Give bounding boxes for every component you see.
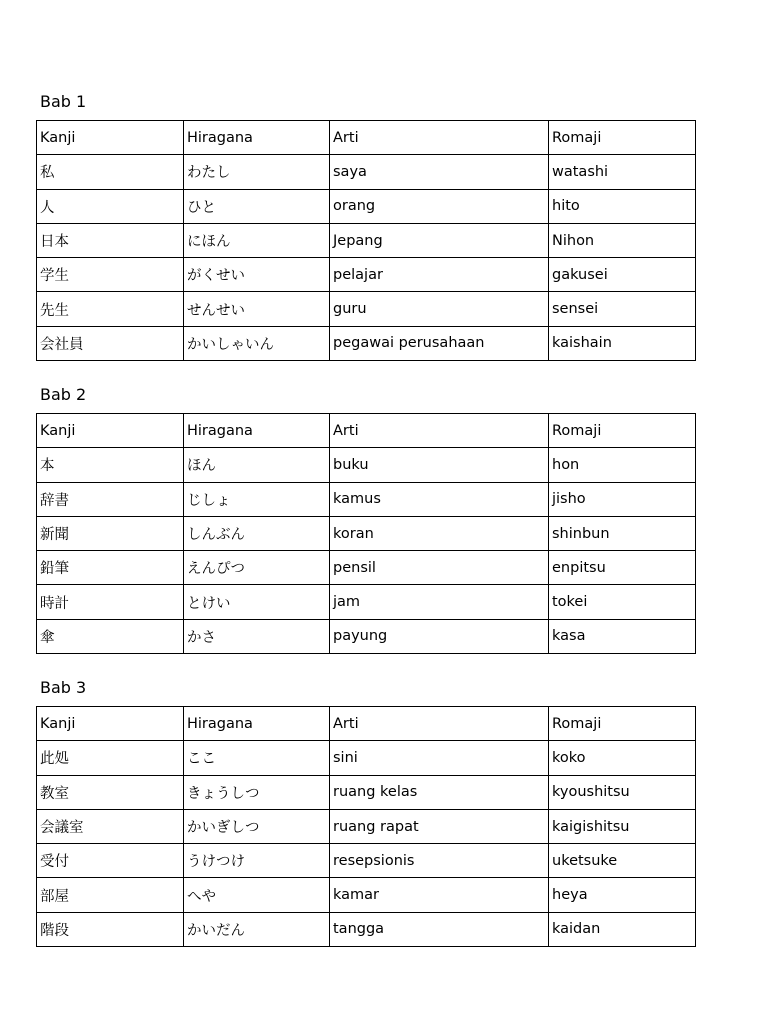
- cell-kanji: 先生: [37, 292, 184, 326]
- cell-kanji: 傘: [37, 619, 184, 653]
- cell-kanji: 鉛筆: [37, 551, 184, 585]
- table-row: [37, 585, 696, 619]
- cell-romaji: heya: [549, 878, 696, 912]
- table-row: [37, 516, 696, 550]
- cell-kanji: 学生: [37, 258, 184, 292]
- cell-hiragana: かいしゃいん: [184, 326, 330, 360]
- header-kanji: Kanji: [37, 121, 184, 155]
- cell-romaji: sensei: [549, 292, 696, 326]
- cell-hiragana: うけつけ: [184, 844, 330, 878]
- header-kanji: Kanji: [37, 414, 184, 448]
- cell-kanji: 階段: [37, 912, 184, 946]
- cell-hiragana: しんぶん: [184, 516, 330, 550]
- cell-romaji: tokei: [549, 585, 696, 619]
- cell-kanji: 辞書: [37, 482, 184, 516]
- cell-arti: kamus: [330, 482, 549, 516]
- table-row: [37, 741, 696, 775]
- cell-hiragana: がくせい: [184, 258, 330, 292]
- cell-romaji: kaigishitsu: [549, 809, 696, 843]
- table-row: [37, 775, 696, 809]
- header-romaji: Romaji: [549, 121, 696, 155]
- table-row: [37, 258, 696, 292]
- cell-arti: pensil: [330, 551, 549, 585]
- cell-hiragana: にほん: [184, 223, 330, 257]
- cell-kanji: 会議室: [37, 809, 184, 843]
- cell-arti: ruang rapat: [330, 809, 549, 843]
- cell-arti: guru: [330, 292, 549, 326]
- section-title: Bab 3: [40, 678, 87, 697]
- cell-hiragana: ここ: [184, 741, 330, 775]
- cell-kanji: 日本: [37, 223, 184, 257]
- header-romaji: Romaji: [549, 414, 696, 448]
- table-row: [37, 878, 696, 912]
- table-row: [37, 482, 696, 516]
- cell-romaji: hito: [549, 189, 696, 223]
- vocab-table: [36, 413, 696, 654]
- header-arti: Arti: [330, 414, 549, 448]
- table-row: [37, 223, 696, 257]
- section-bab-3: [36, 676, 695, 947]
- section-bab-1: [36, 90, 695, 361]
- header-arti: Arti: [330, 707, 549, 741]
- table-row: [37, 448, 696, 482]
- cell-hiragana: じしょ: [184, 482, 330, 516]
- header-hiragana: Hiragana: [184, 707, 330, 741]
- table-row: [37, 189, 696, 223]
- cell-romaji: watashi: [549, 155, 696, 189]
- cell-arti: saya: [330, 155, 549, 189]
- cell-arti: pelajar: [330, 258, 549, 292]
- cell-kanji: 此処: [37, 741, 184, 775]
- cell-arti: pegawai perusahaan: [330, 326, 549, 360]
- cell-romaji: gakusei: [549, 258, 696, 292]
- vocab-table: [36, 706, 696, 947]
- cell-hiragana: かいだん: [184, 912, 330, 946]
- cell-kanji: 私: [37, 155, 184, 189]
- cell-romaji: uketsuke: [549, 844, 696, 878]
- cell-romaji: hon: [549, 448, 696, 482]
- cell-romaji: kaishain: [549, 326, 696, 360]
- cell-kanji: 部屋: [37, 878, 184, 912]
- table-row: [37, 551, 696, 585]
- cell-hiragana: わたし: [184, 155, 330, 189]
- cell-arti: buku: [330, 448, 549, 482]
- cell-hiragana: えんぴつ: [184, 551, 330, 585]
- section-title: Bab 1: [40, 92, 87, 111]
- cell-romaji: koko: [549, 741, 696, 775]
- cell-arti: Jepang: [330, 223, 549, 257]
- cell-hiragana: とけい: [184, 585, 330, 619]
- cell-arti: koran: [330, 516, 549, 550]
- cell-arti: ruang kelas: [330, 775, 549, 809]
- cell-hiragana: へや: [184, 878, 330, 912]
- header-romaji: Romaji: [549, 707, 696, 741]
- cell-romaji: enpitsu: [549, 551, 696, 585]
- cell-arti: orang: [330, 189, 549, 223]
- cell-hiragana: かさ: [184, 619, 330, 653]
- table-row: [37, 292, 696, 326]
- section-title: Bab 2: [40, 385, 87, 404]
- cell-hiragana: ひと: [184, 189, 330, 223]
- vocab-table: [36, 120, 696, 361]
- table-row: [37, 844, 696, 878]
- header-hiragana: Hiragana: [184, 121, 330, 155]
- cell-romaji: jisho: [549, 482, 696, 516]
- cell-kanji: 時計: [37, 585, 184, 619]
- table-header-row: [37, 414, 696, 448]
- cell-romaji: kaidan: [549, 912, 696, 946]
- table-row: [37, 619, 696, 653]
- table-row: [37, 912, 696, 946]
- cell-kanji: 受付: [37, 844, 184, 878]
- header-arti: Arti: [330, 121, 549, 155]
- section-bab-2: [36, 383, 695, 654]
- cell-romaji: kyoushitsu: [549, 775, 696, 809]
- cell-kanji: 教室: [37, 775, 184, 809]
- table-row: [37, 326, 696, 360]
- table-row: [37, 155, 696, 189]
- table-row: [37, 809, 696, 843]
- cell-arti: kamar: [330, 878, 549, 912]
- header-kanji: Kanji: [37, 707, 184, 741]
- cell-kanji: 人: [37, 189, 184, 223]
- cell-arti: jam: [330, 585, 549, 619]
- cell-romaji: shinbun: [549, 516, 696, 550]
- cell-arti: sini: [330, 741, 549, 775]
- cell-hiragana: せんせい: [184, 292, 330, 326]
- header-hiragana: Hiragana: [184, 414, 330, 448]
- cell-kanji: 新聞: [37, 516, 184, 550]
- cell-kanji: 会社員: [37, 326, 184, 360]
- cell-hiragana: かいぎしつ: [184, 809, 330, 843]
- cell-arti: tangga: [330, 912, 549, 946]
- table-header-row: [37, 707, 696, 741]
- cell-hiragana: ほん: [184, 448, 330, 482]
- cell-arti: resepsionis: [330, 844, 549, 878]
- cell-hiragana: きょうしつ: [184, 775, 330, 809]
- table-header-row: [37, 121, 696, 155]
- cell-romaji: Nihon: [549, 223, 696, 257]
- cell-arti: payung: [330, 619, 549, 653]
- cell-romaji: kasa: [549, 619, 696, 653]
- cell-kanji: 本: [37, 448, 184, 482]
